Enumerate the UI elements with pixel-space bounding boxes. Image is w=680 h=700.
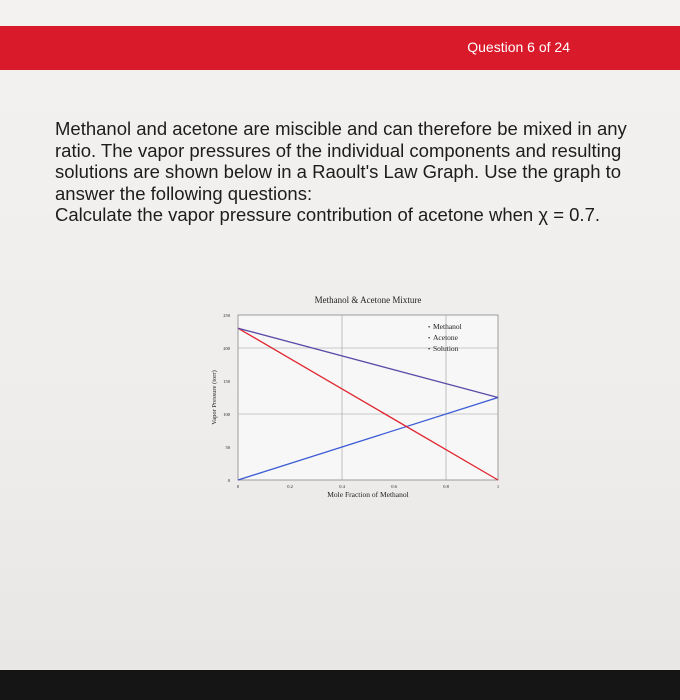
chart-title: Methanol & Acetone Mixture	[314, 295, 422, 305]
question-body: Methanol and acetone are miscible and can therefore be mixed in any ratio. The vapor pressures of the individual components and resulting solutions are shown below in a Raoult's Law Graph. Use the graph to answer the following questions:	[55, 118, 627, 204]
x-tick-label: 0.6	[391, 484, 397, 489]
x-tick-label: 0.4	[339, 484, 345, 489]
legend-entry-acetone: Acetone	[433, 333, 458, 342]
y-tick-label: 0	[227, 478, 230, 483]
legend-bullet: •	[428, 335, 431, 342]
y-axis-label: Vapor Pressure (torr)	[211, 370, 218, 425]
question-counter: Question 6 of 24	[467, 39, 570, 55]
y-tick-label: 150	[223, 379, 230, 384]
legend-entry-solution: Solution	[433, 344, 459, 353]
x-axis-label: Mole Fraction of Methanol	[327, 490, 409, 499]
x-tick-label: 0.2	[287, 484, 293, 489]
legend-entry-methanol: Methanol	[433, 322, 462, 331]
y-tick-label: 50	[225, 445, 230, 450]
y-tick-label: 200	[223, 346, 230, 351]
plot-area	[238, 315, 498, 480]
bottom-bar	[0, 670, 680, 700]
y-tick-label: 250	[223, 313, 230, 318]
header-bar	[0, 26, 680, 70]
legend-bullet: •	[428, 324, 431, 331]
x-tick-label: 1	[496, 484, 500, 489]
x-tick-label: 0.8	[443, 484, 449, 489]
raoult-law-chart	[200, 285, 520, 525]
y-tick-label: 100	[223, 412, 230, 417]
x-tick-label: 0	[236, 484, 240, 489]
question-prompt: Calculate the vapor pressure contribution of acetone when χ = 0.7.	[55, 204, 601, 225]
question-text	[55, 118, 665, 226]
legend-bullet: •	[428, 346, 431, 353]
